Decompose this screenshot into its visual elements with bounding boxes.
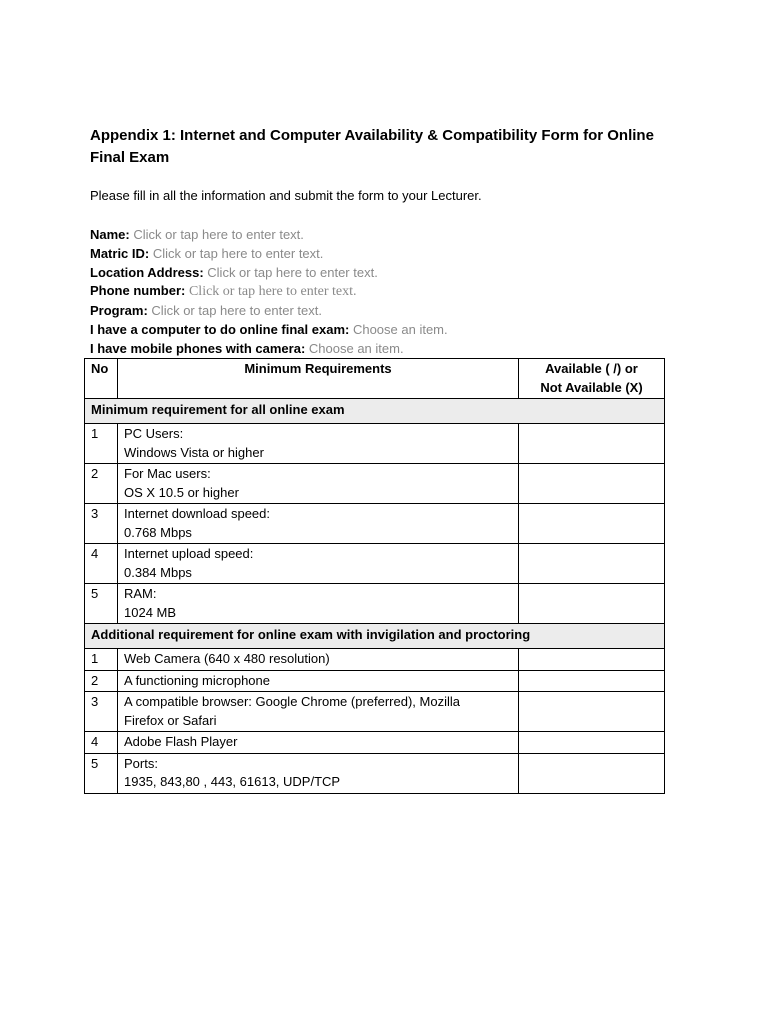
requirement-line: Firefox or Safari <box>124 712 217 728</box>
requirement-line: 0.384 Mbps <box>124 564 192 580</box>
row-no: 2 <box>85 464 118 504</box>
location-address-field <box>90 264 448 283</box>
availability-cell[interactable] <box>519 424 665 464</box>
section-row <box>85 624 665 649</box>
row-no: 4 <box>85 732 118 754</box>
table-row <box>85 670 665 692</box>
table-row <box>85 544 665 584</box>
requirement-line: For Mac users: <box>124 466 211 481</box>
table-header-row <box>85 359 665 399</box>
requirement-line: 1024 MB <box>124 604 177 620</box>
header-availability-line-2: Not Available (X) <box>540 379 643 395</box>
table-row <box>85 692 665 732</box>
row-no: 2 <box>85 670 118 692</box>
availability-cell[interactable] <box>519 544 665 584</box>
mobile-camera-field <box>90 340 448 359</box>
header-availability <box>519 359 665 399</box>
requirement-line: 1935, 843,80 , 443, 61613, UDP/TCP <box>124 774 341 789</box>
table-row <box>85 424 665 464</box>
program-field <box>90 302 448 321</box>
location-address-input[interactable]: Click or tap here to enter text. <box>207 264 378 280</box>
section-title: Additional requirement for online exam with invigilation and proctoring <box>85 624 665 649</box>
requirement-line: Internet download speed: <box>124 506 270 521</box>
requirements-table <box>84 358 665 794</box>
form-title-line-1: Appendix 1: Internet and Computer Availability & Compatibility Form for Online <box>90 127 654 144</box>
requirement-line: Internet upload speed: <box>124 546 254 561</box>
form-fields <box>90 226 448 359</box>
requirement-line: Adobe Flash Player <box>124 734 238 749</box>
row-no: 1 <box>85 649 118 671</box>
table-row <box>85 504 665 544</box>
form-title-line-2: Final Exam <box>90 149 170 166</box>
availability-cell[interactable] <box>519 649 665 671</box>
row-no: 3 <box>85 692 118 732</box>
computer-availability-label: I have a computer to do online final exam: <box>90 321 350 337</box>
computer-availability-field <box>90 321 448 340</box>
requirement-line: A functioning microphone <box>124 672 270 688</box>
table-row <box>85 464 665 504</box>
row-no: 5 <box>85 753 118 793</box>
phone-number-field <box>90 282 448 302</box>
program-label: Program: <box>90 303 148 319</box>
matric-id-label: Matric ID: <box>90 245 150 261</box>
requirement-line: OS X 10.5 or higher <box>124 484 239 500</box>
location-address-label: Location Address: <box>90 264 204 280</box>
header-no: No <box>85 359 118 399</box>
row-requirement <box>118 584 519 624</box>
availability-cell[interactable] <box>519 753 665 793</box>
row-requirement <box>118 424 519 464</box>
table-row <box>85 732 665 754</box>
header-availability-line-1: Available ( /) or <box>545 361 638 376</box>
requirement-line: Ports: <box>124 755 158 771</box>
row-no: 3 <box>85 504 118 544</box>
program-input[interactable]: Click or tap here to enter text. <box>151 303 322 319</box>
requirement-line: PC Users: <box>124 426 184 441</box>
table-row <box>85 649 665 671</box>
mobile-camera-dropdown[interactable]: Choose an item. <box>308 340 404 356</box>
phone-number-input[interactable]: Click or tap here to enter text. <box>188 284 357 300</box>
row-requirement <box>118 464 519 504</box>
table-row <box>85 753 665 793</box>
name-label: Name: <box>90 227 130 242</box>
row-no: 1 <box>85 424 118 464</box>
availability-cell[interactable] <box>519 464 665 504</box>
phone-number-label: Phone number: <box>90 283 186 299</box>
matric-id-input[interactable]: Click or tap here to enter text. <box>152 245 324 261</box>
row-requirement <box>118 544 519 584</box>
form-title <box>90 125 690 169</box>
name-field <box>90 226 448 245</box>
row-requirement <box>118 692 519 732</box>
row-requirement <box>118 649 519 671</box>
table-row <box>85 584 665 624</box>
availability-cell[interactable] <box>519 504 665 544</box>
row-no: 4 <box>85 544 118 584</box>
requirement-line: Windows Vista or higher <box>124 444 264 460</box>
section-title: Minimum requirement for all online exam <box>85 399 665 424</box>
name-input[interactable]: Click or tap here to enter text. <box>133 227 304 242</box>
computer-availability-dropdown[interactable]: Choose an item. <box>352 321 448 337</box>
row-requirement <box>118 732 519 754</box>
availability-cell[interactable] <box>519 692 665 732</box>
row-requirement <box>118 670 519 692</box>
mobile-camera-label: I have mobile phones with camera: <box>90 340 306 356</box>
availability-cell[interactable] <box>519 732 665 754</box>
row-no: 5 <box>85 584 118 624</box>
instruction-text: Please fill in all the information and submit the form to your Lecturer. <box>90 188 482 203</box>
requirement-line: Web Camera (640 x 480 resolution) <box>124 651 330 666</box>
header-requirement: Minimum Requirements <box>118 359 519 399</box>
row-requirement <box>118 504 519 544</box>
availability-cell[interactable] <box>519 670 665 692</box>
section-row <box>85 399 665 424</box>
row-requirement <box>118 753 519 793</box>
requirement-line: RAM: <box>124 586 157 601</box>
availability-cell[interactable] <box>519 584 665 624</box>
matric-id-field <box>90 245 448 264</box>
requirement-line: 0.768 Mbps <box>124 524 192 540</box>
requirement-line: A compatible browser: Google Chrome (preferred), Mozilla <box>124 694 460 709</box>
